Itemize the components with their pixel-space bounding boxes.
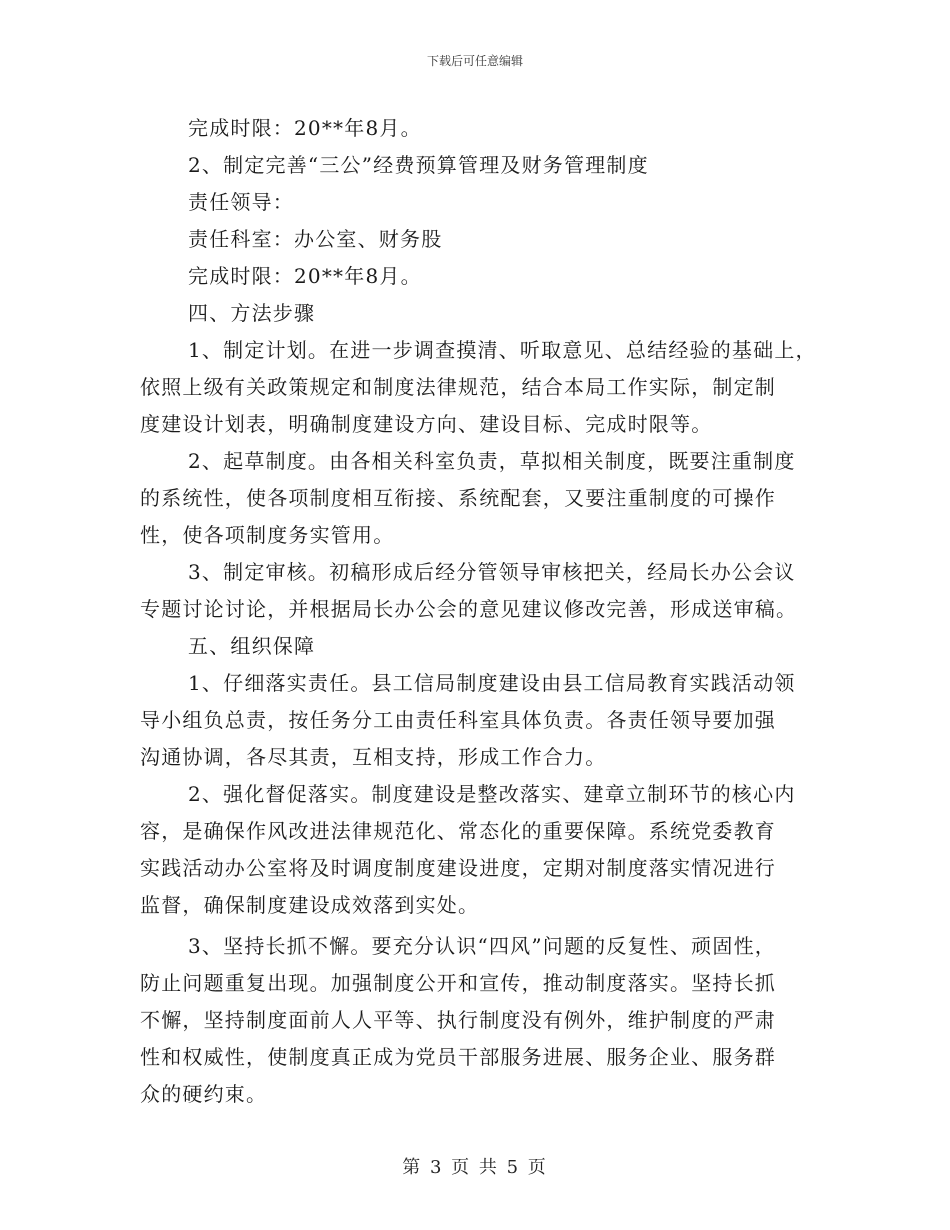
paragraph-line: 责任领导： xyxy=(188,190,294,214)
paragraph-line: 不懈，坚持制度面前人人平等、执行制度没有例外，维护制度的严肃 xyxy=(140,1008,776,1032)
paragraph-line: 完成时限：20**年8月。 xyxy=(188,116,422,140)
paragraph-line: 3、坚持长抓不懈。要充分认识“四风”问题的反复性、顽固性， xyxy=(188,934,776,958)
paragraph-line: 沟通协调，各尽其责，互相支持，形成工作合力。 xyxy=(140,745,607,769)
paragraph-line: 2、制定完善“三公”经费预算管理及财务管理制度 xyxy=(188,153,649,177)
paragraph-line: 依照上级有关政策规定和制度法律规范，结合本局工作实际，制定制 xyxy=(140,375,776,399)
paragraph-line: 防止问题重复出现。加强制度公开和宣传，推动制度落实。坚持长抓 xyxy=(140,971,776,995)
paragraph-line: 性，使各项制度务实管用。 xyxy=(140,523,395,547)
section-heading: 五、组织保障 xyxy=(188,634,316,658)
paragraph-line: 专题讨论讨论，并根据局长办公会的意见建议修改完善，形成送审稿。 xyxy=(140,597,798,621)
paragraph-line: 责任科室：办公室、财务股 xyxy=(188,227,443,251)
paragraph-line: 众的硬约束。 xyxy=(140,1082,268,1106)
paragraph-line: 2、起草制度。由各相关科室负责，草拟相关制度，既要注重制度 xyxy=(188,449,796,473)
paragraph-line: 完成时限：20**年8月。 xyxy=(188,264,422,288)
paragraph-line: 实践活动办公室将及时调度制度建设进度，定期对制度落实情况进行 xyxy=(140,856,776,880)
paragraph-line: 容，是确保作风改进法律规范化、常态化的重要保障。系统党委教育 xyxy=(140,819,776,843)
paragraph-line: 度建设计划表，明确制度建设方向、建设目标、完成时限等。 xyxy=(140,412,713,436)
section-heading: 四、方法步骤 xyxy=(188,301,316,325)
paragraph-line: 2、强化督促落实。制度建设是整改落实、建章立制环节的核心内 xyxy=(188,782,796,806)
paragraph-line: 导小组负总责，按任务分工由责任科室具体负责。各责任领导要加强 xyxy=(140,708,776,732)
paragraph-line: 监督，确保制度建设成效落到实处。 xyxy=(140,893,480,917)
paragraph-line: 性和权威性，使制度真正成为党员干部服务进展、服务企业、服务群 xyxy=(140,1045,776,1069)
document-body xyxy=(140,110,820,1113)
paragraph-line: 3、制定审核。初稿形成后经分管领导审核把关，经局长办公会议 xyxy=(188,560,796,584)
paragraph-line: 1、制定计划。在进一步调查摸清、听取意见、总结经验的基础上， xyxy=(188,338,817,362)
paragraph-line: 1、仔细落实责任。县工信局制度建设由县工信局教育实践活动领 xyxy=(188,671,796,695)
paragraph-line: 的系统性，使各项制度相互衔接、系统配套，又要注重制度的可操作 xyxy=(140,486,776,510)
page-number: 第 3 页 共 5 页 xyxy=(402,1157,548,1178)
page-header: 下载后可任意编辑 xyxy=(426,54,523,68)
